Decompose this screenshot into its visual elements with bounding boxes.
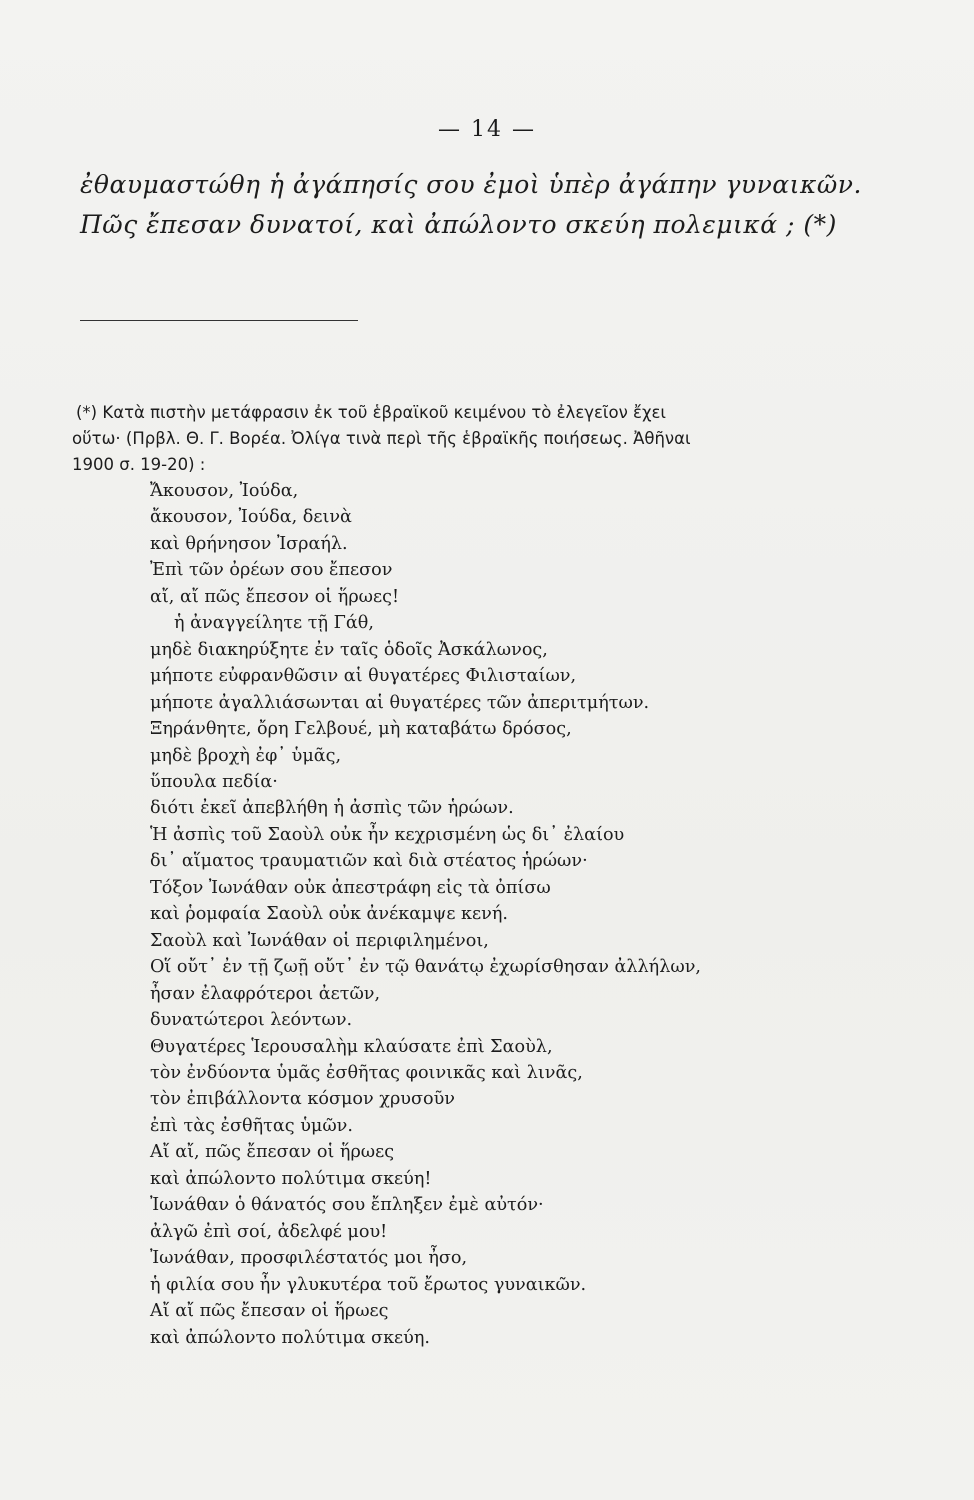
- footnote-line: 1900 σ. 19-20) :: [72, 455, 206, 474]
- poem-verse: Αἴ αἴ, πῶς ἔπεσαν οἱ ἥρωες: [150, 1142, 395, 1163]
- poem-verse: τὸν ἐπιβάλλοντα κόσμον χρυσοῦν: [150, 1089, 455, 1110]
- poem-verse: Ἡ ἀσπὶς τοῦ Σαοὺλ οὐκ ἦν κεχρισμένη ὡς δι᾽ ἐλαίου: [150, 824, 625, 845]
- poem-verse: αἴ, αἴ πῶς ἔπεσον οἱ ἥρωες!: [150, 586, 400, 607]
- poem-verse: ἀλγῶ ἐπὶ σοί, ἀδελφέ μου!: [150, 1221, 388, 1242]
- poem-verse: δυνατώτεροι λεόντων.: [150, 1010, 353, 1031]
- footnote-divider: [80, 320, 358, 321]
- poem-verse: καὶ ῥομφαία Σαοὺλ οὐκ ἀνέκαμψε κενή.: [150, 904, 508, 925]
- poem-verse: ἡ φιλία σου ἦν γλυκυτέρα τοῦ ἔρωτος γυναικῶν.: [150, 1274, 587, 1295]
- poem-verse: Ἐπὶ τῶν ὀρέων σου ἔπεσον: [150, 560, 393, 581]
- poem-verse: Τόξον Ἰωνάθαν οὐκ ἀπεστράφη εἰς τὰ ὀπίσω: [150, 877, 551, 898]
- poem-verse: τὸν ἐνδύοντα ὑμᾶς ἐσθῆτας φοινικᾶς καὶ λινᾶς,: [150, 1062, 583, 1083]
- poem-verse: Ἰωνάθαν, προσφιλέστατός μοι ἦσο,: [150, 1248, 468, 1269]
- poem-verse: Οἵ οὔτ᾽ ἐν τῇ ζωῇ οὔτ᾽ ἐν τῷ θανάτῳ ἐχωρίσθησαν ἀλλήλων,: [150, 957, 701, 978]
- poem-verse: Σαοὺλ καὶ Ἰωνάθαν οἱ περιφιλημένοι,: [150, 930, 489, 951]
- poem-verse: Θυγατέρες Ἱερουσαλὴμ κλαύσατε ἐπὶ Σαοὺλ,: [150, 1036, 553, 1057]
- poem-verse: Ἄκουσον, Ἰούδα,: [150, 481, 299, 501]
- footnote-line: (*) Κατὰ πιστὴν μετάφρασιν ἐκ τοῦ ἑβραϊκοῦ κειμένου τὸ ἐλεγεῖον ἔχει: [76, 403, 667, 422]
- intro-line-1: ἐθαυμαστώθη ἡ ἀγάπησίς σου ἐμοὶ ὑπὲρ ἀγάπην γυναικῶν.: [80, 170, 862, 199]
- intro-line-2: Πῶς ἔπεσαν δυνατοί, καὶ ἀπώλοντο σκεύη πολεμικά ; (*): [80, 210, 837, 239]
- poem-verse: μήποτε ἀγαλλιάσωνται αἱ θυγατέρες τῶν ἀπεριτμήτων.: [150, 692, 650, 713]
- poem-verse: Ἰωνάθαν ὁ θάνατός σου ἔπληξεν ἐμὲ αὐτόν·: [150, 1195, 544, 1216]
- poem-verse: μηδὲ διακηρύξητε ἐν ταῖς ὁδοῖς Ἀσκάλωνος,: [150, 639, 548, 660]
- poem-verse: διότι ἐκεῖ ἀπεβλήθη ἡ ἀσπὶς τῶν ἡρώων.: [150, 798, 514, 819]
- poem: [150, 478, 701, 1351]
- poem-verse: καὶ ἀπώλοντο πολύτιμα σκεύη!: [150, 1168, 432, 1189]
- poem-verse: ὕπουλα πεδία·: [150, 771, 278, 792]
- poem-verse: Αἴ αἴ πῶς ἔπεσαν οἱ ἥρωες: [150, 1301, 389, 1322]
- poem-verse: ἡ ἀναγγείλητε τῇ Γάθ,: [174, 613, 374, 634]
- footnote: [72, 400, 912, 478]
- poem-verse: καὶ θρήνησον Ἰσραήλ.: [150, 533, 348, 554]
- footnote-line: οὕτω· (Πρβλ. Θ. Γ. Βορέα. Ὀλίγα τινὰ περὶ τῆς ἑβραϊκῆς ποιήσεως. Ἀθῆναι: [72, 429, 691, 448]
- poem-verse: μήποτε εὐφρανθῶσιν αἱ θυγατέρες Φιλισταίων,: [150, 666, 577, 687]
- poem-verse: μηδὲ βροχὴ ἐφ᾽ ὑμᾶς,: [150, 745, 342, 766]
- poem-verse: ἦσαν ἐλαφρότεροι ἀετῶν,: [150, 983, 381, 1004]
- poem-verse: ἐπὶ τὰς ἐσθῆτας ὑμῶν.: [150, 1115, 353, 1136]
- poem-verse: ἄκουσον, Ἰούδα, δεινὰ: [150, 507, 352, 528]
- poem-verse: Ξηράνθητε, ὄρη Γελβουέ, μὴ καταβάτω δρόσος,: [150, 719, 572, 740]
- poem-verse: καὶ ἀπώλοντο πολύτιμα σκεύη.: [150, 1327, 431, 1348]
- page-number: — 14 —: [438, 117, 536, 142]
- poem-verse: δι᾽ αἵματος τραυματιῶν καὶ διὰ στέατος ἡρώων·: [150, 851, 588, 872]
